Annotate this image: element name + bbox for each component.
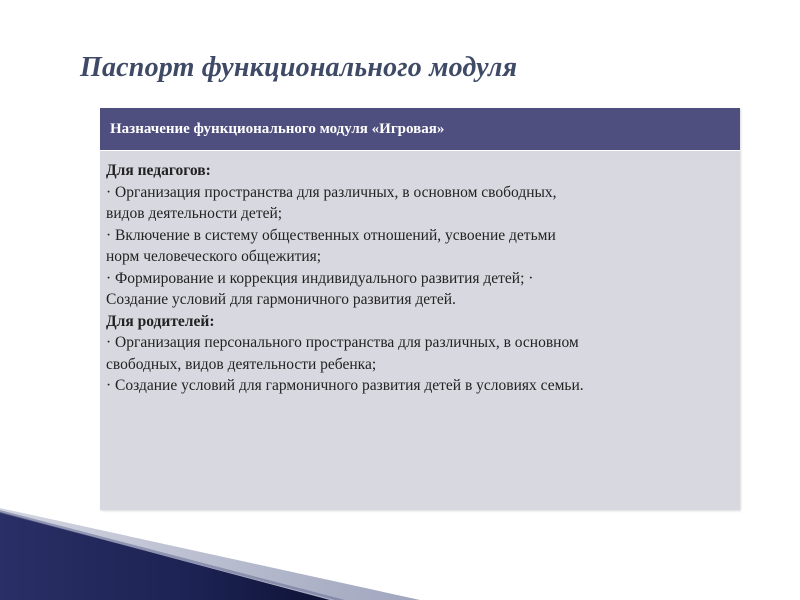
parents-line: свободных, видов деятельности ребенка;: [106, 355, 377, 373]
teachers-line: · Формирование и коррекция индивидуального развития детей; ·: [106, 269, 534, 287]
teachers-line: · Включение в систему общественных отношений, усвоение детьми: [106, 226, 556, 244]
teachers-line: · Организация пространства для различных, в основном свободных,: [106, 183, 557, 201]
parents-heading: Для родителей:: [106, 312, 215, 330]
table-header: Назначение функционального модуля «Игровая»: [100, 108, 740, 151]
teachers-line: Создание условий для гармоничного развития детей.: [106, 291, 456, 308]
teachers-line: видов деятельности детей;: [106, 205, 283, 222]
teachers-heading: Для педагогов:: [106, 162, 211, 179]
parents-line: · Организация персонального пространства для различных, в основном: [106, 334, 579, 351]
teachers-line: норм человеческого общежития;: [106, 248, 322, 265]
slide-title: Паспорт функционального модуля: [80, 52, 518, 83]
parents-line: · Создание условий для гармоничного развития детей в условиях семьи.: [106, 377, 584, 394]
